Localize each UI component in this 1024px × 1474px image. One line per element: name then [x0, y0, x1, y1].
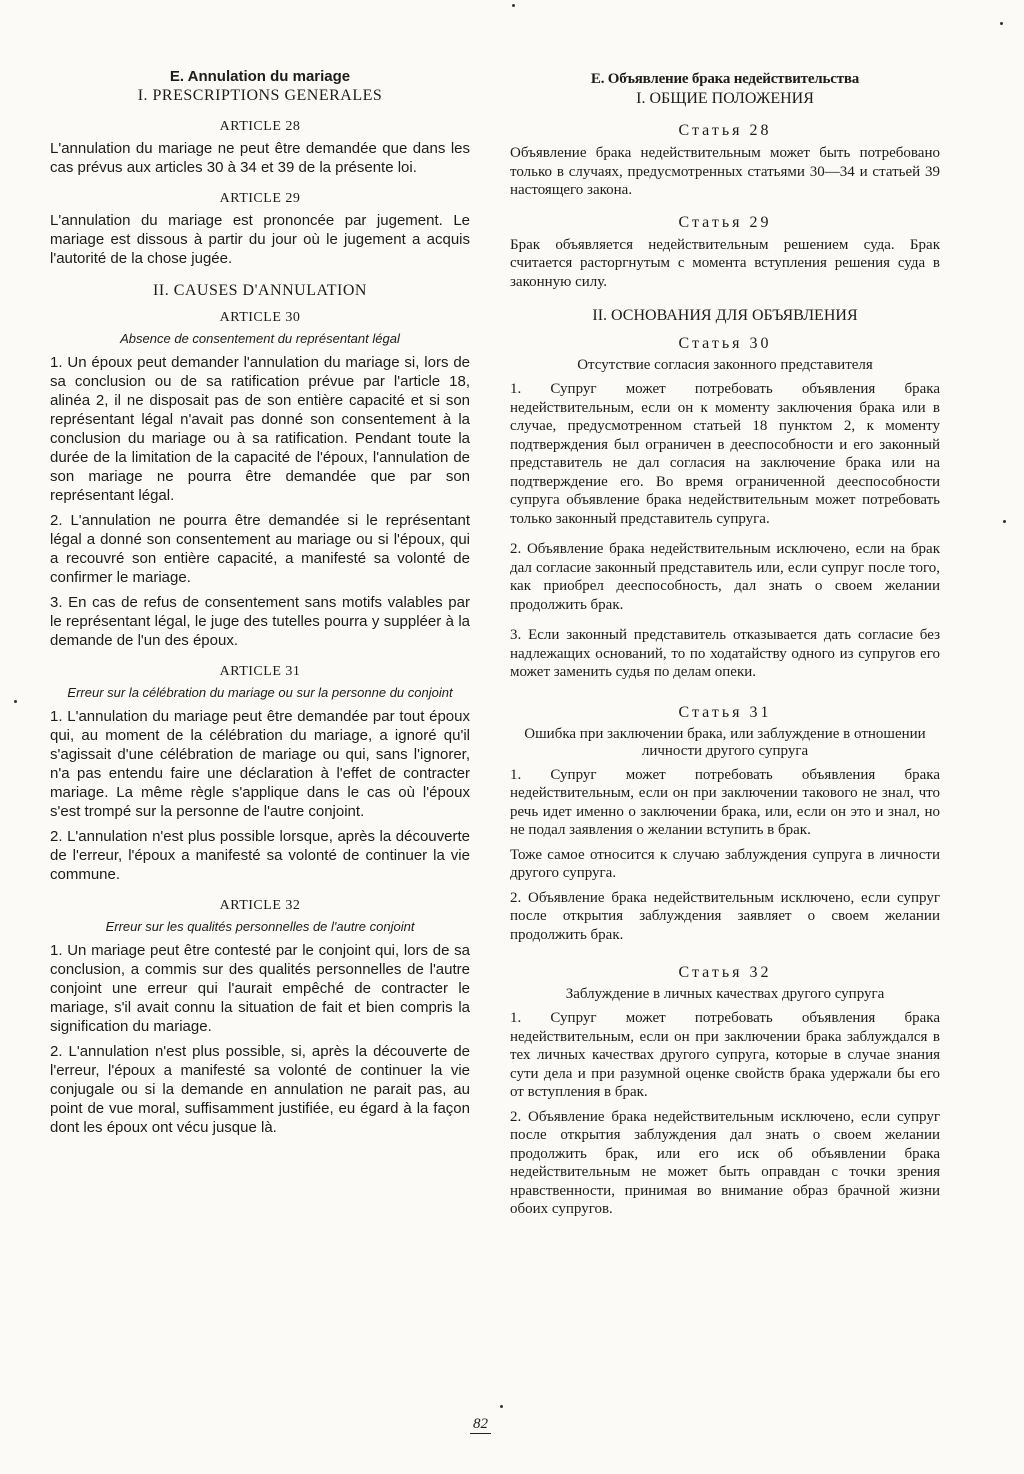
- part-title: I. ОБЩИЕ ПОЛОЖЕНИЯ: [636, 90, 814, 107]
- section-title: Е. Объявление брака недействительства: [590, 71, 860, 87]
- french-column: [50, 62, 470, 1143]
- article-paragraph: 2. Объявление брака недействительным исключено, если на брак дал согласие законный представитель или, если супруг после того, как приобрел дееспособность, дал знать о своем желании продолжить брак.: [510, 541, 940, 613]
- article-paragraph: 2. Объявление брака недействительным исключено, если супруг после открытия заблуждения заявляет о своем желании продолжить брак.: [510, 889, 940, 943]
- article-paragraph: 1. L'annulation du mariage peut être demandée par tout époux qui, au moment de la célébration du mariage, a ignoré qu'il s'agissait d'une célébration de mariage ou qui, sans l'ignorer, n'a pas entendu faire une déclaration à l'effet de contracter mariage. La même règle s'applique dans le cas où l'époux s'est trompé sur la personne de l'autre conjoint.: [50, 708, 470, 820]
- article-paragraph: Объявление брака недействительным может быть потребовано только в случаях, предусмотренных статьями 30—34 и статьей 39 настоящего закона.: [510, 145, 940, 198]
- article-title: ARTICLE 32: [219, 898, 301, 913]
- article-title: ARTICLE 29: [219, 191, 301, 206]
- article-paragraph: 1. Супруг может потребовать объявления брака недействительным, если он при заключении такового не знал, что речь идет именно о заключении брака, или, если он это и знал, но не подал заявления о желании вступить в брак.: [510, 766, 940, 838]
- russian-column: [510, 62, 940, 1225]
- article-paragraph: Брак объявляется недействительным решением суда. Брак считается расторгнутым с момента вступления решения суда в законную силу.: [510, 236, 940, 290]
- article-paragraph: 2. L'annulation ne pourra être demandée si le représentant légal a donné son consentement au mariage ou si l'époux, qui a recouvré son entière capacité, a manifesté sa volonté de confirmer le mariage.: [50, 512, 470, 586]
- scan-speck: [1003, 520, 1006, 523]
- article-subtitle: Erreur sur la célébration du mariage ou sur la personne du conjoint: [67, 685, 453, 700]
- article-paragraph: 2. L'annulation n'est plus possible, si, après la découverte de l'erreur, l'époux a manifesté sa volonté de continuer la vie conjugale ou si la demande en annulation ne parait pas, au point de vue moral, suffisamment justifiée, eu égard à la façon dont les époux ont vécu jusque là.: [50, 1043, 470, 1136]
- article-paragraph: 3. En cas de refus de consentement sans motifs valables par le représentant légal, le juge des tutelles pourra y suppléer à la demande de l'un des époux.: [50, 594, 470, 649]
- article-paragraph: 1. Супруг может потребовать объявления брака недействительным, если он к моменту заключения брака или в случае, предусмотренном статьей 18 пунктом 2, к моменту подтверждения был ограничен в дееспособности и его законный представитель не дал согласия на заключение брака или на подтверждение его. Во время ограниченной дееспособности супруга объявление брака недействительным может потребовать только законный представитель супруга.: [510, 381, 940, 527]
- article-title: ARTICLE 30: [219, 310, 301, 325]
- scan-speck: [512, 4, 515, 7]
- article-title: Статья 32: [678, 964, 772, 981]
- scan-speck: [14, 700, 17, 703]
- article-paragraph: 2. Объявление брака недействительным исключено, если супруг после открытия заблуждения дал знать о своем желании продолжить брак, или его иск об объявлении брака недействительным не может быть оправдан с точки зрения нравственности, принимая во внимание образ брачной жизни обоих супругов.: [510, 1108, 940, 1217]
- article-subtitle: Ошибка при заключении брака, или заблуждение в отношении личности другого супруга: [524, 725, 926, 759]
- article-title: Статья 30: [678, 335, 772, 352]
- article-title: Статья 29: [678, 213, 772, 231]
- section-title: E. Annulation du mariage: [169, 68, 351, 85]
- article-paragraph: 3. Если законный представитель отказывается дать согласие без надлежащих оснований, то по ходатайству одного из супругов его может заменить судья по делам опеки.: [510, 627, 940, 680]
- article-paragraph: L'annulation du mariage ne peut être demandée que dans les cas prévus aux articles 30 à 34 et 39 de la présente loi.: [50, 140, 470, 176]
- article-title: ARTICLE 28: [219, 119, 301, 134]
- scan-speck: [500, 1405, 503, 1408]
- part-title: II. CAUSES D'ANNULATION: [153, 282, 367, 299]
- article-paragraph: 1. Un époux peut demander l'annulation du mariage si, lors de sa conclusion ou de sa ratification prévue par l'article 18, alinéa 2, il ne disposait pas de son entière capacité et si son représentant légal n'avait pas donné son consentement à la conclusion du mariage ou à sa ratification. Pendant toute la durée de la limitation de la capacité de l'époux, l'annulation de son mariage ne pourra être demandée que par son représentant légal.: [50, 354, 470, 504]
- page-number: 82: [470, 1416, 491, 1434]
- part-title: I. PRESCRIPTIONS GENERALES: [137, 87, 383, 104]
- article-paragraph: 1. Супруг может потребовать объявления брака недействительным, если он при заключении брака заблуждался в тех личных качествах другого супруга, которые в случае знания сути дела и при разумной оценке свойств брака удержали бы его от вступления в брак.: [510, 1010, 940, 1100]
- article-paragraph: 2. L'annulation n'est plus possible lorsque, après la découverte de l'erreur, l'époux a manifesté sa volonté de continuer la vie commune.: [50, 828, 470, 883]
- article-title: Статья 31: [678, 703, 772, 721]
- article-title: Статья 28: [678, 122, 772, 139]
- scan-speck: [1000, 22, 1003, 25]
- article-subtitle: Erreur sur les qualités personnelles de l'autre conjoint: [105, 919, 415, 934]
- part-title: II. ОСНОВАНИЯ ДЛЯ ОБЪЯВЛЕНИЯ: [592, 307, 858, 324]
- article-title: ARTICLE 31: [219, 664, 301, 679]
- article-subtitle: Заблуждение в личных качествах другого супруга: [565, 986, 885, 1002]
- article-paragraph: Тоже самое относится к случаю заблуждения супруга в личности другого супруга.: [510, 846, 940, 881]
- article-paragraph: L'annulation du mariage est prononcée par jugement. Le mariage est dissous à partir du jour où le jugement a acquis l'autorité de la chose jugée.: [50, 212, 470, 267]
- article-subtitle: Absence de consentement du représentant légal: [120, 331, 400, 346]
- article-paragraph: 1. Un mariage peut être contesté par le conjoint qui, lors de sa conclusion, a commis sur des qualités personnelles de l'autre conjoint une erreur qui l'aurait empêché de contracter le mariage, s'il avait connu la situation de fait et bien compris la signification du mariage.: [50, 942, 470, 1035]
- article-subtitle: Отсутствие согласия законного представителя: [577, 357, 873, 373]
